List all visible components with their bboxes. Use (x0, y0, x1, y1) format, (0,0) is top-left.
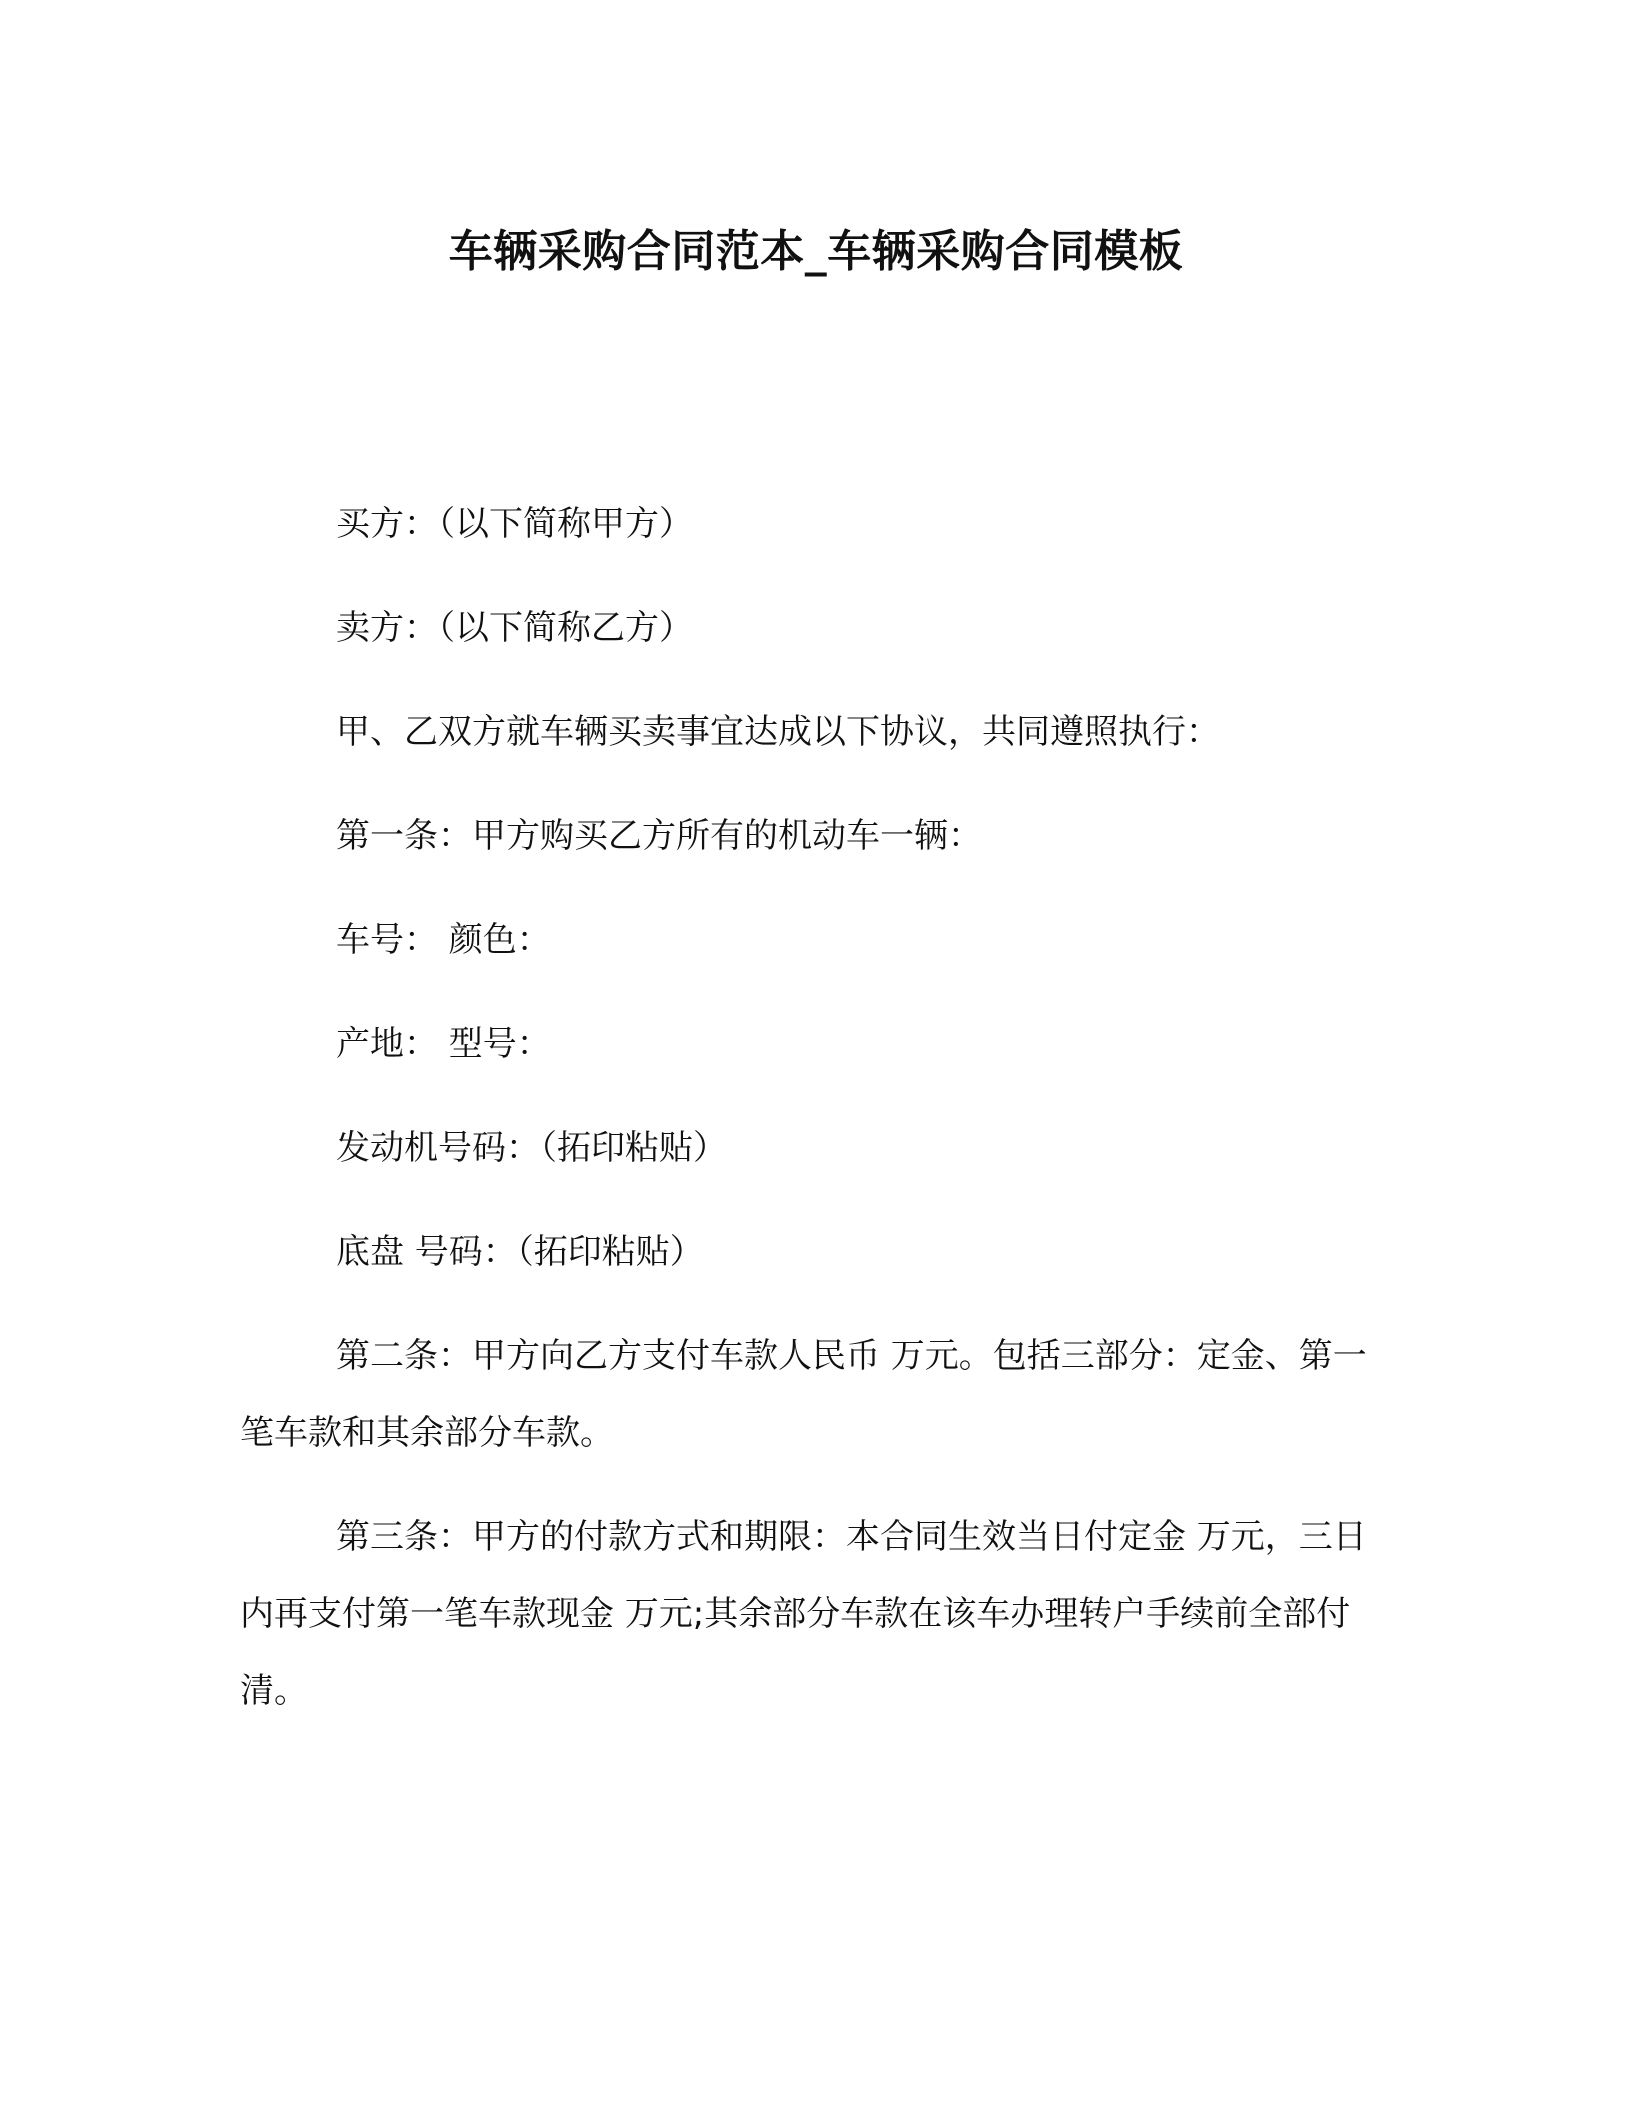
origin-model-line: 产地： 型号： (336, 1024, 551, 1064)
article-1: 第一条：甲方购买乙方所有的机动车一辆： (336, 816, 982, 856)
article-2: 第二条：甲方向乙方支付车款人民币 万元。包括三部分：定金、第一笔车款和其余部分车款。 (240, 1336, 1367, 1453)
document-title: 车辆采购合同范本_车辆采购合同模板 (448, 226, 1184, 277)
engine-number-line: 发动机号码：（拓印粘贴） (336, 1128, 727, 1168)
agreement-intro: 甲、乙双方就车辆买卖事宜达成以下协议，共同遵照执行： (336, 712, 1220, 752)
article-3: 第三条：甲方的付款方式和期限：本合同生效当日付定金 万元，三日内再支付第一笔车款现金 万元;其余部分车款在该车办理转户手续前全部付清。 (240, 1517, 1367, 1711)
seller-line: 卖方：（以下简称乙方） (336, 608, 693, 648)
plate-color-line: 车号： 颜色： (336, 920, 551, 960)
document-body (240, 486, 1376, 1757)
buyer-line: 买方：（以下简称甲方） (336, 504, 693, 544)
chassis-number-line: 底盘 号码：（拓印粘贴） (336, 1232, 704, 1272)
